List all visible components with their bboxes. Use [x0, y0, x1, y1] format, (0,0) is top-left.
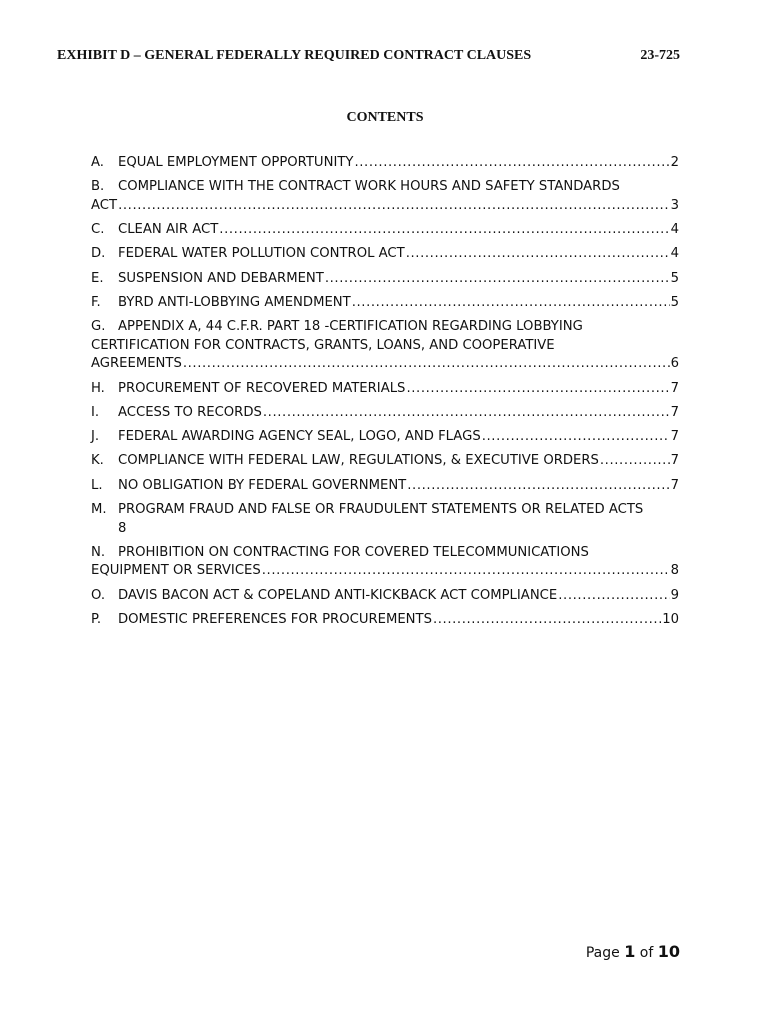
toc-leader — [183, 355, 670, 374]
toc-page: 9 — [670, 587, 679, 603]
toc-page: 2 — [670, 155, 679, 170]
toc-title: NO OBLIGATION BY FEDERAL GOVERNMENT — [118, 477, 407, 493]
toc-entry-d[interactable] — [91, 245, 679, 264]
toc-leader — [433, 611, 661, 630]
toc-leader — [263, 404, 670, 423]
document-title: EXHIBIT D – GENERAL FEDERALLY REQUIRED CONTRACT CLAUSES — [57, 48, 532, 63]
toc-title: COMPLIANCE WITH FEDERAL LAW, REGULATIONS, & EXECUTIVE ORDERS — [118, 453, 599, 469]
toc-title: PROCUREMENT OF RECOVERED MATERIALS — [118, 380, 406, 396]
toc-page: 7 — [670, 429, 679, 445]
toc-leader — [406, 380, 669, 399]
toc-page: 10 — [662, 611, 679, 627]
toc-letter: A. — [91, 155, 104, 170]
toc-leader — [558, 587, 669, 606]
toc-letter: C. — [91, 222, 105, 238]
toc-letter: D. — [91, 246, 106, 262]
toc-title: SUSPENSION AND DEBARMENT — [118, 270, 324, 286]
page-of-label: of — [639, 945, 654, 961]
toc-title: DOMESTIC PREFERENCES FOR PROCUREMENTS — [118, 611, 432, 627]
toc-letter: K. — [91, 453, 104, 469]
toc-letter: P. — [91, 611, 102, 627]
toc-title: DAVIS BACON ACT & COPELAND ANTI-KICKBACK ACT COMPLIANCE — [118, 587, 558, 603]
toc-entry-e[interactable] — [91, 270, 679, 289]
toc-letter: F. — [91, 294, 101, 310]
toc-entry-a[interactable] — [91, 154, 679, 173]
toc-title-line: AGREEMENTS — [91, 356, 182, 372]
toc-leader — [118, 197, 670, 216]
toc-leader — [600, 452, 670, 471]
toc-entry-j[interactable] — [91, 428, 679, 447]
toc-leader — [406, 245, 670, 264]
toc-letter: H. — [91, 380, 105, 396]
toc-letter: G. — [91, 319, 106, 335]
toc-letter: L. — [91, 477, 103, 493]
toc-title: FEDERAL AWARDING AGENCY SEAL, LOGO, AND FLAGS — [118, 429, 481, 445]
current-page-number: 1 — [624, 942, 636, 961]
toc-leader — [407, 477, 669, 496]
toc-title: FEDERAL WATER POLLUTION CONTROL ACT — [118, 246, 405, 262]
toc-leader — [325, 270, 670, 289]
toc-page: 7 — [670, 453, 679, 469]
toc-page: 7 — [670, 380, 679, 396]
toc-title-line: COMPLIANCE WITH THE CONTRACT WORK HOURS AND SAFETY STANDARDS — [118, 179, 620, 195]
toc-title: EQUAL EMPLOYMENT OPPORTUNITY — [118, 155, 354, 170]
document-header — [57, 48, 680, 64]
toc-title: BYRD ANTI-LOBBYING AMENDMENT — [118, 294, 351, 310]
page-label: Page — [585, 945, 620, 961]
toc-page: 4 — [670, 246, 679, 262]
toc-entry-k[interactable] — [91, 452, 679, 471]
toc-letter: B. — [91, 179, 105, 195]
toc-letter: M. — [91, 502, 107, 518]
table-of-contents — [91, 154, 679, 635]
toc-leader — [352, 294, 670, 313]
toc-title: PROGRAM FRAUD AND FALSE OR FRAUDULENT STATEMENTS OR RELATED ACTS — [118, 502, 644, 518]
toc-page: 8 — [118, 520, 127, 536]
toc-title-line: CERTIFICATION FOR CONTRACTS, GRANTS, LOANS, AND COOPERATIVE — [91, 337, 555, 353]
toc-entry-p[interactable] — [91, 611, 679, 630]
toc-entry-b[interactable] — [91, 178, 679, 215]
toc-page: 3 — [670, 197, 679, 213]
toc-letter: I. — [91, 404, 100, 420]
toc-title-line: PROHIBITION ON CONTRACTING FOR COVERED TELECOMMUNICATIONS — [118, 544, 589, 560]
page-footer — [586, 942, 680, 961]
toc-entry-m[interactable] — [91, 501, 679, 538]
toc-page: 5 — [670, 294, 679, 310]
toc-entry-l[interactable] — [91, 477, 679, 496]
toc-entry-f[interactable] — [91, 294, 679, 313]
toc-letter: E. — [91, 270, 104, 286]
toc-entry-o[interactable] — [91, 587, 679, 606]
toc-leader — [219, 221, 669, 240]
toc-page: 6 — [670, 356, 679, 372]
toc-entry-h[interactable] — [91, 380, 679, 399]
contents-heading: CONTENTS — [346, 110, 424, 125]
toc-title: ACCESS TO RECORDS — [118, 404, 262, 420]
toc-entry-c[interactable] — [91, 221, 679, 240]
toc-leader — [262, 562, 670, 581]
toc-title-line: EQUIPMENT OR SERVICES — [91, 563, 261, 579]
toc-page: 4 — [670, 222, 679, 238]
toc-entry-g[interactable] — [91, 318, 679, 374]
toc-letter: N. — [91, 544, 106, 560]
toc-title-line: ACT — [91, 197, 118, 213]
toc-leader — [482, 428, 670, 447]
toc-page: 5 — [670, 270, 679, 286]
toc-entry-i[interactable] — [91, 404, 679, 423]
toc-page: 8 — [670, 563, 679, 579]
toc-page: 7 — [670, 477, 679, 493]
toc-letter: O. — [91, 587, 106, 603]
toc-leader — [354, 154, 669, 173]
total-page-count: 10 — [657, 942, 680, 961]
toc-entry-n[interactable] — [91, 544, 679, 581]
toc-letter: J. — [91, 429, 100, 445]
toc-title-line: APPENDIX A, 44 C.F.R. PART 18 -CERTIFICATION REGARDING LOBBYING — [118, 319, 583, 335]
toc-title: CLEAN AIR ACT — [118, 222, 219, 238]
document-number: 23-725 — [640, 48, 680, 63]
toc-page: 7 — [670, 404, 679, 420]
